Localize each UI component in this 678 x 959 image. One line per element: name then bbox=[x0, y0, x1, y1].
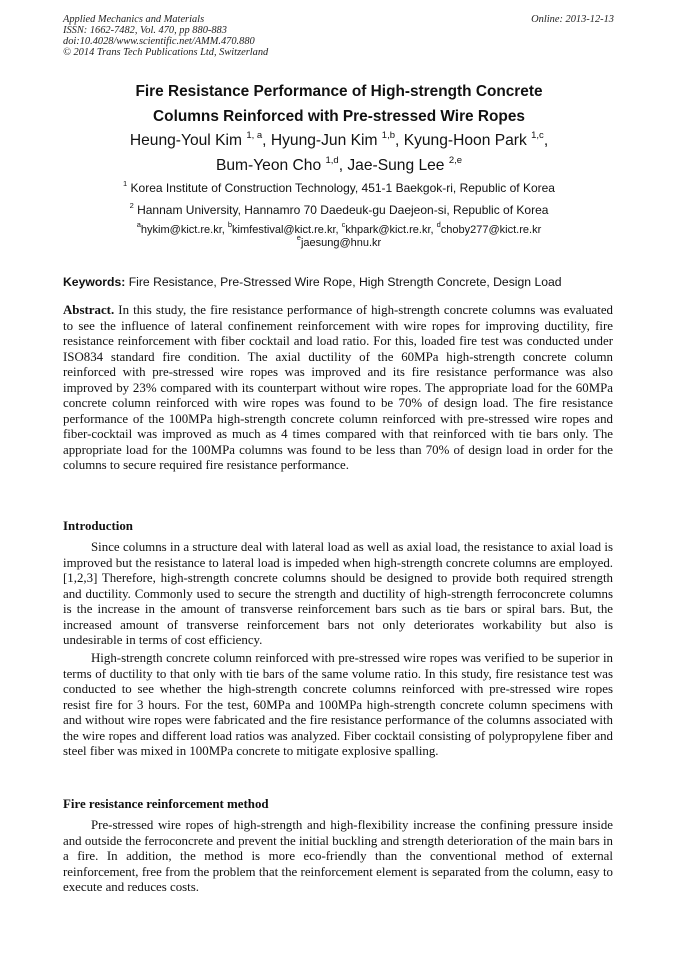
email-line-1 bbox=[40, 220, 638, 237]
introduction-paragraph-2: High-strength concrete column reinforced with pre-stressed wire ropes was verified to be superior in terms of ductility to that only with tie bars of the same volume ratio. In this study, fire resistance test was conducted to see whether the high-strength concrete columns reinforced with pre-stressed wire ropes resist fire for 3 hours. For the test, 60MPa and 100MPa high-strength concrete column specimens with and without wire ropes were fabricated and the fire resistance performance of the columns associated with the wire ropes and different load ratios was analyzed. Fiber cocktail consisting of polypropylene fiber and steel fiber was mixed in 100MPa concrete to mitigate explosive spalling. bbox=[63, 651, 613, 758]
doi-line: doi:10.4028/www.scientific.net/AMM.470.880 bbox=[63, 35, 255, 47]
paper-title-line-1: Fire Resistance Performance of High-strength Concrete bbox=[135, 83, 543, 100]
author-line-1 bbox=[40, 131, 638, 150]
author-line-2 bbox=[40, 156, 638, 175]
affiliation-text: Korea Institute of Construction Technology, 451-1 Baekgok-ri, Republic of Korea bbox=[130, 181, 555, 195]
author-sup: 1, a bbox=[246, 129, 263, 141]
journal-name: Applied Mechanics and Materials bbox=[63, 14, 205, 25]
section-heading-fire-method: Fire resistance reinforcement method bbox=[63, 797, 269, 811]
affiliation-sup: 1 bbox=[123, 179, 128, 188]
author-name: Hyung-Jun Kim bbox=[270, 132, 378, 149]
email-line-2 bbox=[40, 233, 638, 250]
author-sup: 1,c bbox=[531, 129, 544, 141]
author-separator: , bbox=[262, 132, 271, 149]
online-date: Online: 2013-12-13 bbox=[531, 14, 614, 25]
author-sup: 1,d bbox=[325, 154, 339, 166]
affiliation-sup: 2 bbox=[129, 201, 134, 210]
paper-title-line-2: Columns Reinforced with Pre-stressed Wire Ropes bbox=[153, 108, 525, 125]
author-sup: 2,e bbox=[448, 154, 463, 166]
keywords-label: Keywords: bbox=[63, 275, 126, 289]
keywords bbox=[63, 275, 623, 290]
author-name: Heung-Youl Kim bbox=[129, 132, 242, 149]
keywords-text: Fire Resistance, Pre-Stressed Wire Rope, High Strength Concrete, Design Load bbox=[125, 275, 562, 289]
email-sup: c bbox=[341, 220, 346, 230]
affiliation-text: Hannam University, Hannamro 70 Daedeuk-gu Daejeon-si, Republic of Korea bbox=[137, 203, 549, 217]
author-name: Jae-Sung Lee bbox=[347, 157, 445, 174]
email-link[interactable]: khpark@kict.re.kr, bbox=[345, 224, 437, 236]
author-sup: 1,b bbox=[381, 129, 396, 141]
author-name: Bum-Yeon Cho bbox=[215, 157, 322, 174]
journal-header bbox=[63, 15, 268, 59]
email-link[interactable]: jaesung@hnu.kr bbox=[300, 237, 382, 249]
email-sup: a bbox=[136, 220, 141, 230]
introduction-paragraph-1: Since columns in a structure deal with lateral load as well as axial load, the resistance to axial load is improved but the resistance to lateral load is impeded when high-strength concrete columns are employed.[1,2,3] Therefore, high-strength concrete columns should be designed to provide both required strength and ductility. Commonly used to secure the strength and ductility of high-strength ferroconcrete columns is the increase in the amount of transverse reinforcement bars such as tie bars or spiral bars. But, the increased amount of transverse reinforcement bars not only deteriorates workability but also is undesirable in terms of cost efficiency. bbox=[63, 540, 613, 647]
affiliation-1 bbox=[40, 181, 638, 196]
author-separator: , bbox=[543, 132, 549, 149]
fire-method-paragraph-1: Pre-stressed wire ropes of high-strength and high-flexibility increase the confining pressure inside and outside the ferroconcrete and prevent the initial buckling and strength deterioration of the main bars in a fire. In addition, the method is more eco-friendly than the conventional method of external reinforcement, free from the problem that the reinforcement element is separated from the column, easy to execute and reduces costs. bbox=[63, 818, 613, 894]
author-separator: , bbox=[338, 157, 348, 174]
email-sup: e bbox=[296, 233, 301, 243]
abstract-label: Abstract. bbox=[63, 303, 115, 317]
author-separator: , bbox=[395, 132, 404, 149]
email-link[interactable]: kimfestival@kict.re.kr, bbox=[232, 224, 342, 236]
issn-line: ISSN: 1662-7482, Vol. 470, pp 880-883 bbox=[63, 24, 227, 36]
email-sup: b bbox=[227, 220, 233, 230]
email-link[interactable]: hykim@kict.re.kr, bbox=[140, 224, 228, 236]
email-sup: d bbox=[436, 220, 441, 230]
copyright-line: © 2014 Trans Tech Publications Ltd, Switzerland bbox=[63, 46, 269, 58]
affiliation-2 bbox=[40, 203, 638, 218]
abstract-text: In this study, the fire resistance performance of high-strength concrete columns was evaluated to see the influence of lateral confinement reinforcement with wire ropes for improving ductility, fire resistance reinforcement with fiber cocktail and load ratio. For this, loaded fire test was conducted under ISO834 standard fire condition. The axial ductility of the 60MPa high-strength concrete column reinforced with pre-stressed wire ropes was improved and its fire resistance performance was also improved by 23% compared with its counterpart without wire ropes. The appropriate load for the 60MPa concrete column reinforced with wire ropes was found to be 70% of design load. The fire resistance performance of the 100MPa high-strength concrete column reinforced with pre-stressed wire ropes and fiber-cocktail was improved as much as 4 times compared with that reinforced with tie bars only. The appropriate load for the 100MPa columns was found to be less than 70% of design load in order for the columns to secure required fire resistance performance. bbox=[63, 303, 613, 472]
section-heading-introduction: Introduction bbox=[63, 519, 133, 533]
author-name: Kyung-Hoon Park bbox=[403, 132, 527, 149]
abstract bbox=[63, 303, 613, 474]
email-link[interactable]: choby277@kict.re.kr bbox=[440, 224, 542, 236]
